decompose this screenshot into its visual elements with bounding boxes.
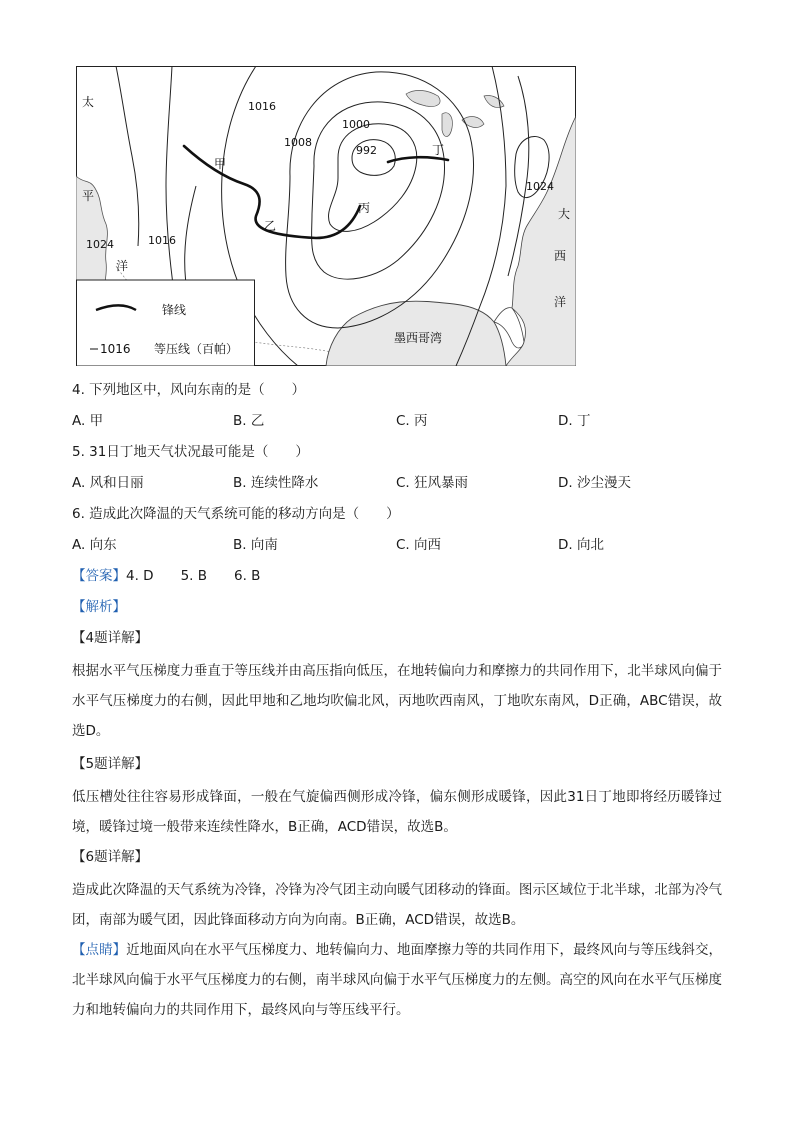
detail-5-body: 低压槽处往往容易形成锋面，一般在气旋偏西侧形成冷锋，偏东侧形成暖锋，因此31日丁地即将经历暖锋过境，暖锋过境一般带来连续性降水，B正确，ACD错误，故选B。 (72, 789, 722, 835)
q4-option-a[interactable]: A. 甲 (72, 413, 104, 429)
answer-label: 【答案】 (72, 568, 126, 584)
detail-6-heading: 【6题详解】 (72, 849, 149, 865)
tip-label: 【点睛】 (72, 942, 127, 958)
pressure-1000: 1000 (342, 118, 370, 131)
q5-option-a[interactable]: A. 风和日丽 (72, 475, 144, 491)
weather-map (76, 66, 576, 366)
question-6: 6. 造成此次降温的天气系统可能的移动方向是（ ） (72, 506, 400, 522)
label-ping: 平 (82, 189, 95, 203)
tip-body: 近地面风向在水平气压梯度力、地转偏向力、地面摩擦力等的共同作用下，最终风向与等压线斜交，北半球风向偏于水平气压梯度力的右侧，南半球风向偏于水平气压梯度力的左侧。高空的风向在水平气压梯度力和地转偏向力的共同作用下，最终风向与等压线平行。 (72, 942, 723, 1018)
analysis-label: 【解析】 (72, 599, 126, 615)
detail-4-heading: 【4题详解】 (72, 630, 149, 646)
label-ding: 丁 (432, 143, 445, 157)
answer-values: 4. D 5. B 6. B (126, 568, 261, 584)
label-da: 大 (558, 207, 571, 221)
label-yang2: 洋 (554, 295, 567, 309)
legend-front-label: 锋线 (162, 303, 187, 317)
detail-5-heading: 【5题详解】 (72, 756, 149, 772)
detail-4-body: 根据水平气压梯度力垂直于等压线并由高压指向低压，在地转偏向力和摩擦力的共同作用下，北半球风向偏于水平气压梯度力的右侧，因此甲地和乙地均吹偏北风，丙地吹西南风，丁地吹东南风，D正确，ABC错误，故选D。 (72, 663, 722, 739)
label-bing: 丙 (358, 201, 371, 215)
label-yi: 乙 (264, 219, 277, 233)
label-xi: 西 (554, 249, 567, 263)
question-5: 5. 31日丁地天气状况最可能是（ ） (72, 444, 309, 460)
q6-option-d[interactable]: D. 向北 (558, 537, 604, 553)
pressure-1024-b: 1024 (526, 180, 554, 193)
q4-option-c[interactable]: C. 丙 (396, 413, 428, 429)
q5-option-c[interactable]: C. 狂风暴雨 (396, 475, 469, 491)
legend-isobar-label: 等压线（百帕） (154, 342, 239, 356)
label-yang: 洋 (116, 259, 129, 273)
q5-option-d[interactable]: D. 沙尘漫天 (558, 475, 631, 491)
q5-option-b[interactable]: B. 连续性降水 (233, 475, 319, 491)
pressure-1008: 1008 (284, 136, 312, 149)
pressure-1016-b: 1016 (148, 234, 176, 247)
question-4: 4. 下列地区中，风向东南的是（ ） (72, 382, 306, 398)
detail-6-body: 造成此次降温的天气系统为冷锋，冷锋为冷气团主动向暖气团移动的锋面。图示区域位于北半球，北部为冷气团，南部为暖气团，因此锋面移动方向为向南。B正确，ACD错误，故选B。 (72, 882, 722, 928)
q6-option-a[interactable]: A. 向东 (72, 537, 117, 553)
answer-line (72, 566, 260, 586)
q6-option-b[interactable]: B. 向南 (233, 537, 278, 553)
label-gulf: 墨西哥湾 (394, 331, 443, 345)
q4-option-d[interactable]: D. 丁 (558, 413, 591, 429)
label-jia: 甲 (214, 157, 227, 171)
q6-option-c[interactable]: C. 向西 (396, 537, 442, 553)
q4-option-b[interactable]: B. 乙 (233, 413, 265, 429)
legend-isobar-value: 1016 (100, 342, 131, 356)
pressure-1024-a: 1024 (86, 238, 114, 251)
pressure-1016-a: 1016 (248, 100, 276, 113)
label-tai: 太 (82, 95, 95, 109)
pressure-992: 992 (356, 144, 377, 157)
tip-paragraph (72, 935, 722, 1025)
